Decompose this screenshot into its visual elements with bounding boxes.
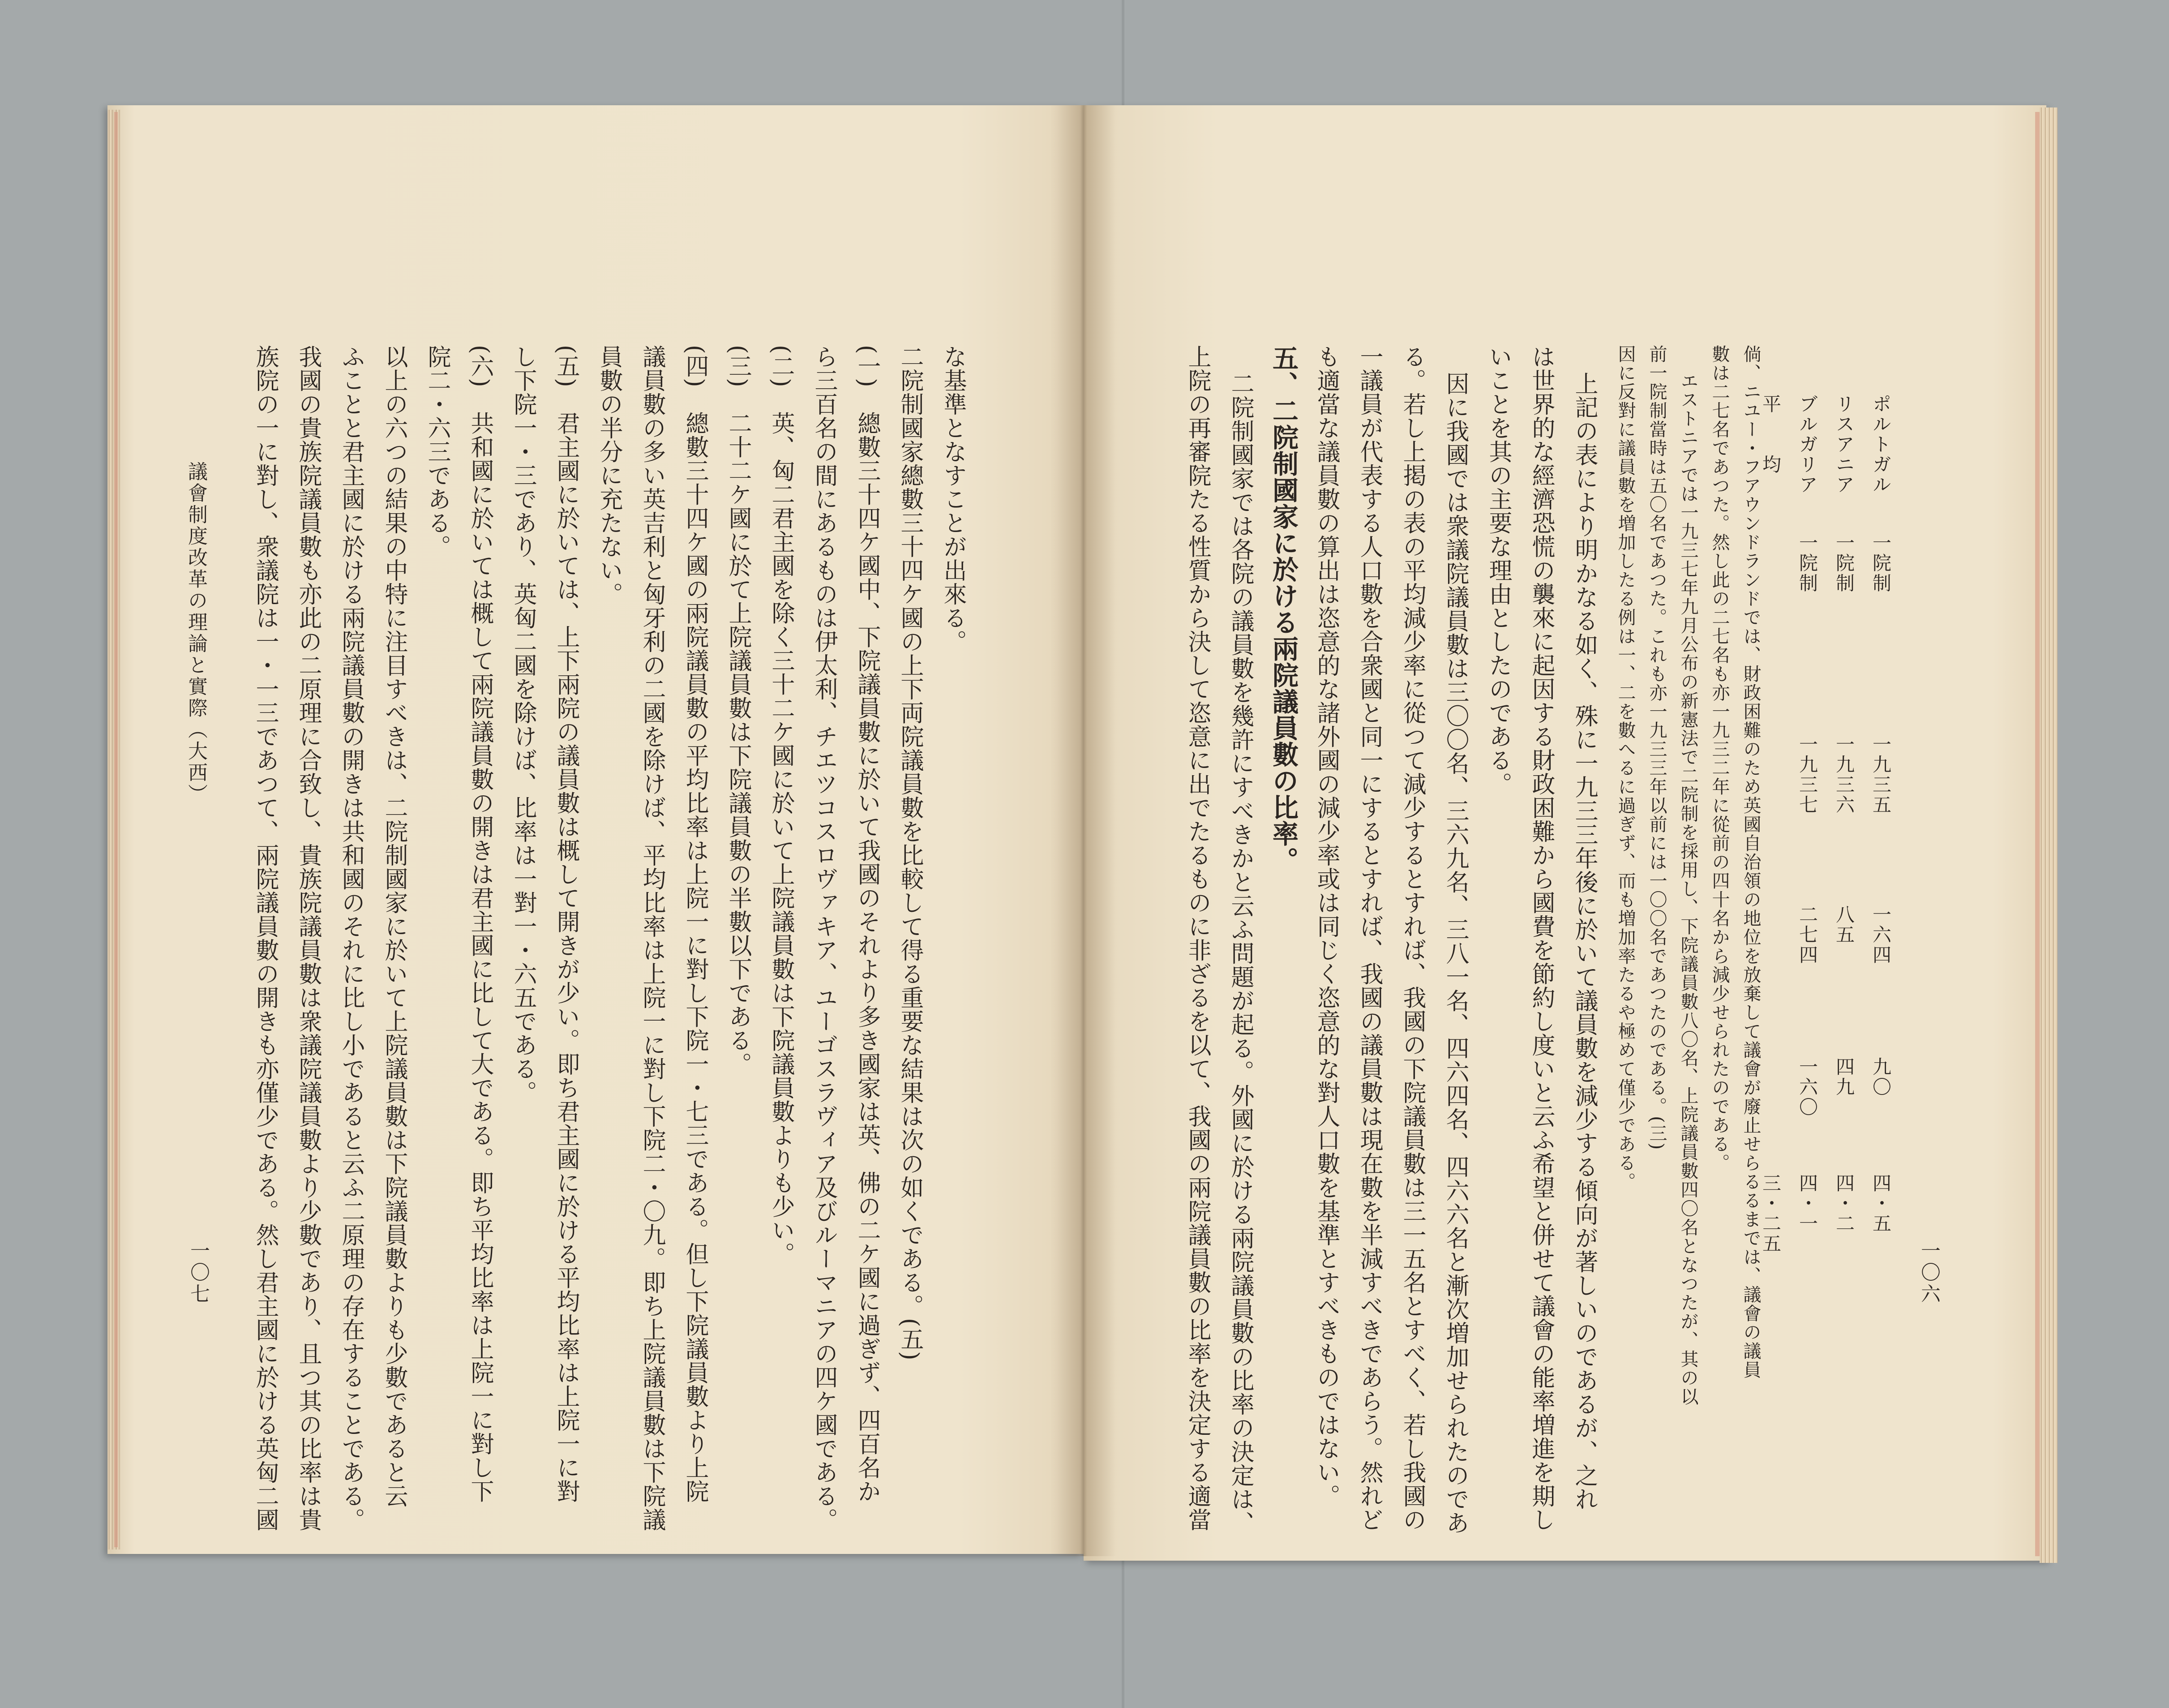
page-number-left: 一〇七	[187, 1240, 210, 1305]
text-column: 族院の一に對し、衆議院は一・一三であつて、兩院議員數の開きも亦僅少である。然し君主國に於ける英匈二國	[252, 345, 279, 1532]
table-cell-country: 平 均	[1760, 394, 1782, 475]
table-cell-year: 一九三七	[1796, 734, 1818, 815]
table-cell-country: ポルトガル	[1870, 394, 1892, 495]
table-cell-value-c: 三・二五	[1760, 1173, 1782, 1254]
left-page-stack-edge	[107, 110, 120, 1549]
table-cell-value-c: 四・一	[1796, 1173, 1818, 1234]
text-column: 二院制國家では各院の議員數を幾許にすべきかと云ふ問題が起る。外國に於ける兩院議員數の比率の決定は、	[1227, 372, 1254, 1535]
text-column: 上記の表により明かなる如く、殊に一九三三年後に於いて議員數を減少する傾向が著しいのであるが、之れ	[1571, 372, 1598, 1511]
text-column: 一議員が代表する人口數を合衆國と同一にするとすれば、我國の議員數は現在數を半減すべきであらう。然れど	[1356, 345, 1383, 1532]
note-line: エストニアでは一九三七年九月公布の新憲法で二院制を採用し、下院議員數八〇名、上院議員數四〇名となつたが、其の以	[1678, 372, 1698, 1406]
table-cell-value-a: 二七四	[1796, 905, 1818, 965]
text-column: (三) 二十二ケ國に於て上院議員數は下院議員數の半數以下である。	[724, 345, 751, 1076]
table-cell-year: 一九三五	[1870, 734, 1892, 815]
table-cell-country: リスアニア	[1833, 394, 1855, 495]
book-gutter	[1050, 105, 1117, 1556]
table-cell-value-a: 一六四	[1870, 905, 1892, 965]
text-column: し下院一・三であり、英匈二國を除けば、比率は一對一・六五である。	[510, 345, 536, 1104]
page-number-right: 一〇六	[1917, 1240, 1940, 1305]
table-cell-value-b: 一六〇	[1796, 1057, 1818, 1117]
text-column: いことを其の主要な理由としたのである。	[1485, 345, 1512, 796]
text-column: (四) 總數三十四ケ國の兩院議員數の平均比率は上院一に對し下院一・七三である。但し下院議員數より上院	[682, 345, 708, 1503]
text-column: 以上の六つの結果の中特に注目すべきは、二院制國家に於いて上院議員數は下院議員數よりも少數であると云	[381, 345, 407, 1508]
table-cell-system: 一院制	[1870, 533, 1892, 593]
text-column: ら三百名の間にあるものは伊太利、チエツコスロヴァキア、ユーゴスラヴィア及びルーマニアの四ケ國である。	[810, 345, 837, 1532]
text-column: (六) 共和國に於いては概して兩院議員數の開きは君主國に比して大である。即ち平均比率は上院一に對し下	[467, 345, 493, 1503]
note-line: 前一院制當時は五〇名であつた。これも亦一九三三年以前には一〇〇名であつたのである。(三)	[1646, 345, 1667, 1151]
text-column: (五) 君主國に於いては、上下兩院の議員數は概して開きが少い。即ち君主國に於ける平均比率は上院一に對	[553, 345, 579, 1503]
text-column: も適當な議員數の算出は恣意的な諸外國の減少率或は同じく恣意的な對人口數を基準とすべきものではない。	[1313, 345, 1340, 1508]
table-cell-value-b: 九〇	[1870, 1057, 1892, 1097]
running-head: 議會制度改革の理論と實際（大西）	[184, 461, 207, 805]
text-column: ふことと君主國に於ける兩院議員數の開きは共和國のそれに比し小であると云ふ二原理の存在することである。	[338, 345, 364, 1532]
text-column: 員數の半分に充たない。	[596, 345, 622, 606]
left-page-red-edge	[114, 112, 118, 1547]
text-column: 上院の再審院たる性質から決して恣意に出でたるものに非ざるを以て、我國の兩院議員數の比率を決定する適當	[1184, 345, 1211, 1532]
note-line: 倘、ニユー・フアウンドランドでは、財政困難のため英國自治領の地位を放棄して議會が廢止せらるるまでは、議會の議員	[1740, 345, 1761, 1379]
note-line: 數は二七名であつた。然し此の二七名も亦一九三二年に從前の四十名から減少せられたのである。	[1709, 345, 1730, 1172]
table-cell-system: 一院制	[1833, 533, 1855, 593]
text-column: は世界的な經濟恐慌の襲來に起因する財政困難から國費を節約し度いと云ふ希望と併せて議會の能率増進を期し	[1528, 345, 1555, 1532]
table-cell-value-c: 四・二	[1833, 1173, 1855, 1234]
text-column: る。若し上掲の表の平均減少率に從つて減少するとすれば、我國の下院議員數は三一五名とすべく、若し我國の	[1399, 345, 1426, 1532]
text-column: 我國の貴族院議員數も亦此の二原理に合致し、貴族院議員數は衆議院議員數より少數であり、且つ其の比率は貴	[295, 345, 321, 1532]
text-column: な基準となすことが出來る。	[939, 345, 966, 653]
table-cell-country: ブルガリア	[1796, 394, 1818, 495]
text-column: 院二・六三である。	[424, 345, 450, 558]
table-cell-system: 一院制	[1796, 533, 1818, 593]
table-cell-value-a: 八五	[1833, 905, 1855, 945]
table-cell-value-c: 四・五	[1870, 1173, 1892, 1234]
table-cell-value-b: 四九	[1833, 1057, 1855, 1097]
text-column: (二) 英、匈二君主國を除く三十二ケ國に於いて上院議員數は下院議員數よりも少い。	[767, 345, 794, 1266]
table-cell-year: 一九三六	[1833, 734, 1855, 815]
section-heading: 五、二院制國家に於ける兩院議員數の比率。	[1268, 345, 1299, 873]
right-page-red-edge	[2035, 112, 2040, 1556]
text-column: 二院制國家總數三十四ケ國の上下両院議員數を比較して得る重要な結果は次の如くである。(五)	[896, 345, 923, 1361]
text-column: 因に我國では衆議院議員數は三〇〇名、三六九名、三八一名、四六四名、四六六名と漸次増加せられたのであ	[1442, 372, 1469, 1535]
note-line: 因に反對に議員數を増加したる例は一、二を數へるに過ぎず、而も増加率たるや極めて僅少である。	[1615, 345, 1636, 1191]
text-column: (一) 總數三十四ケ國中、下院議員數に於いて我國のそれより多き國家は英、佛の二ケ國に過ぎず、四百名か	[853, 345, 880, 1503]
right-page-stack-edge	[2040, 107, 2058, 1563]
text-column: 議員數の多い英吉利と匈牙利の二國を除けば、平均比率は上院一に對し下院二・〇九。即ち上院議員數は下院議	[639, 345, 665, 1532]
